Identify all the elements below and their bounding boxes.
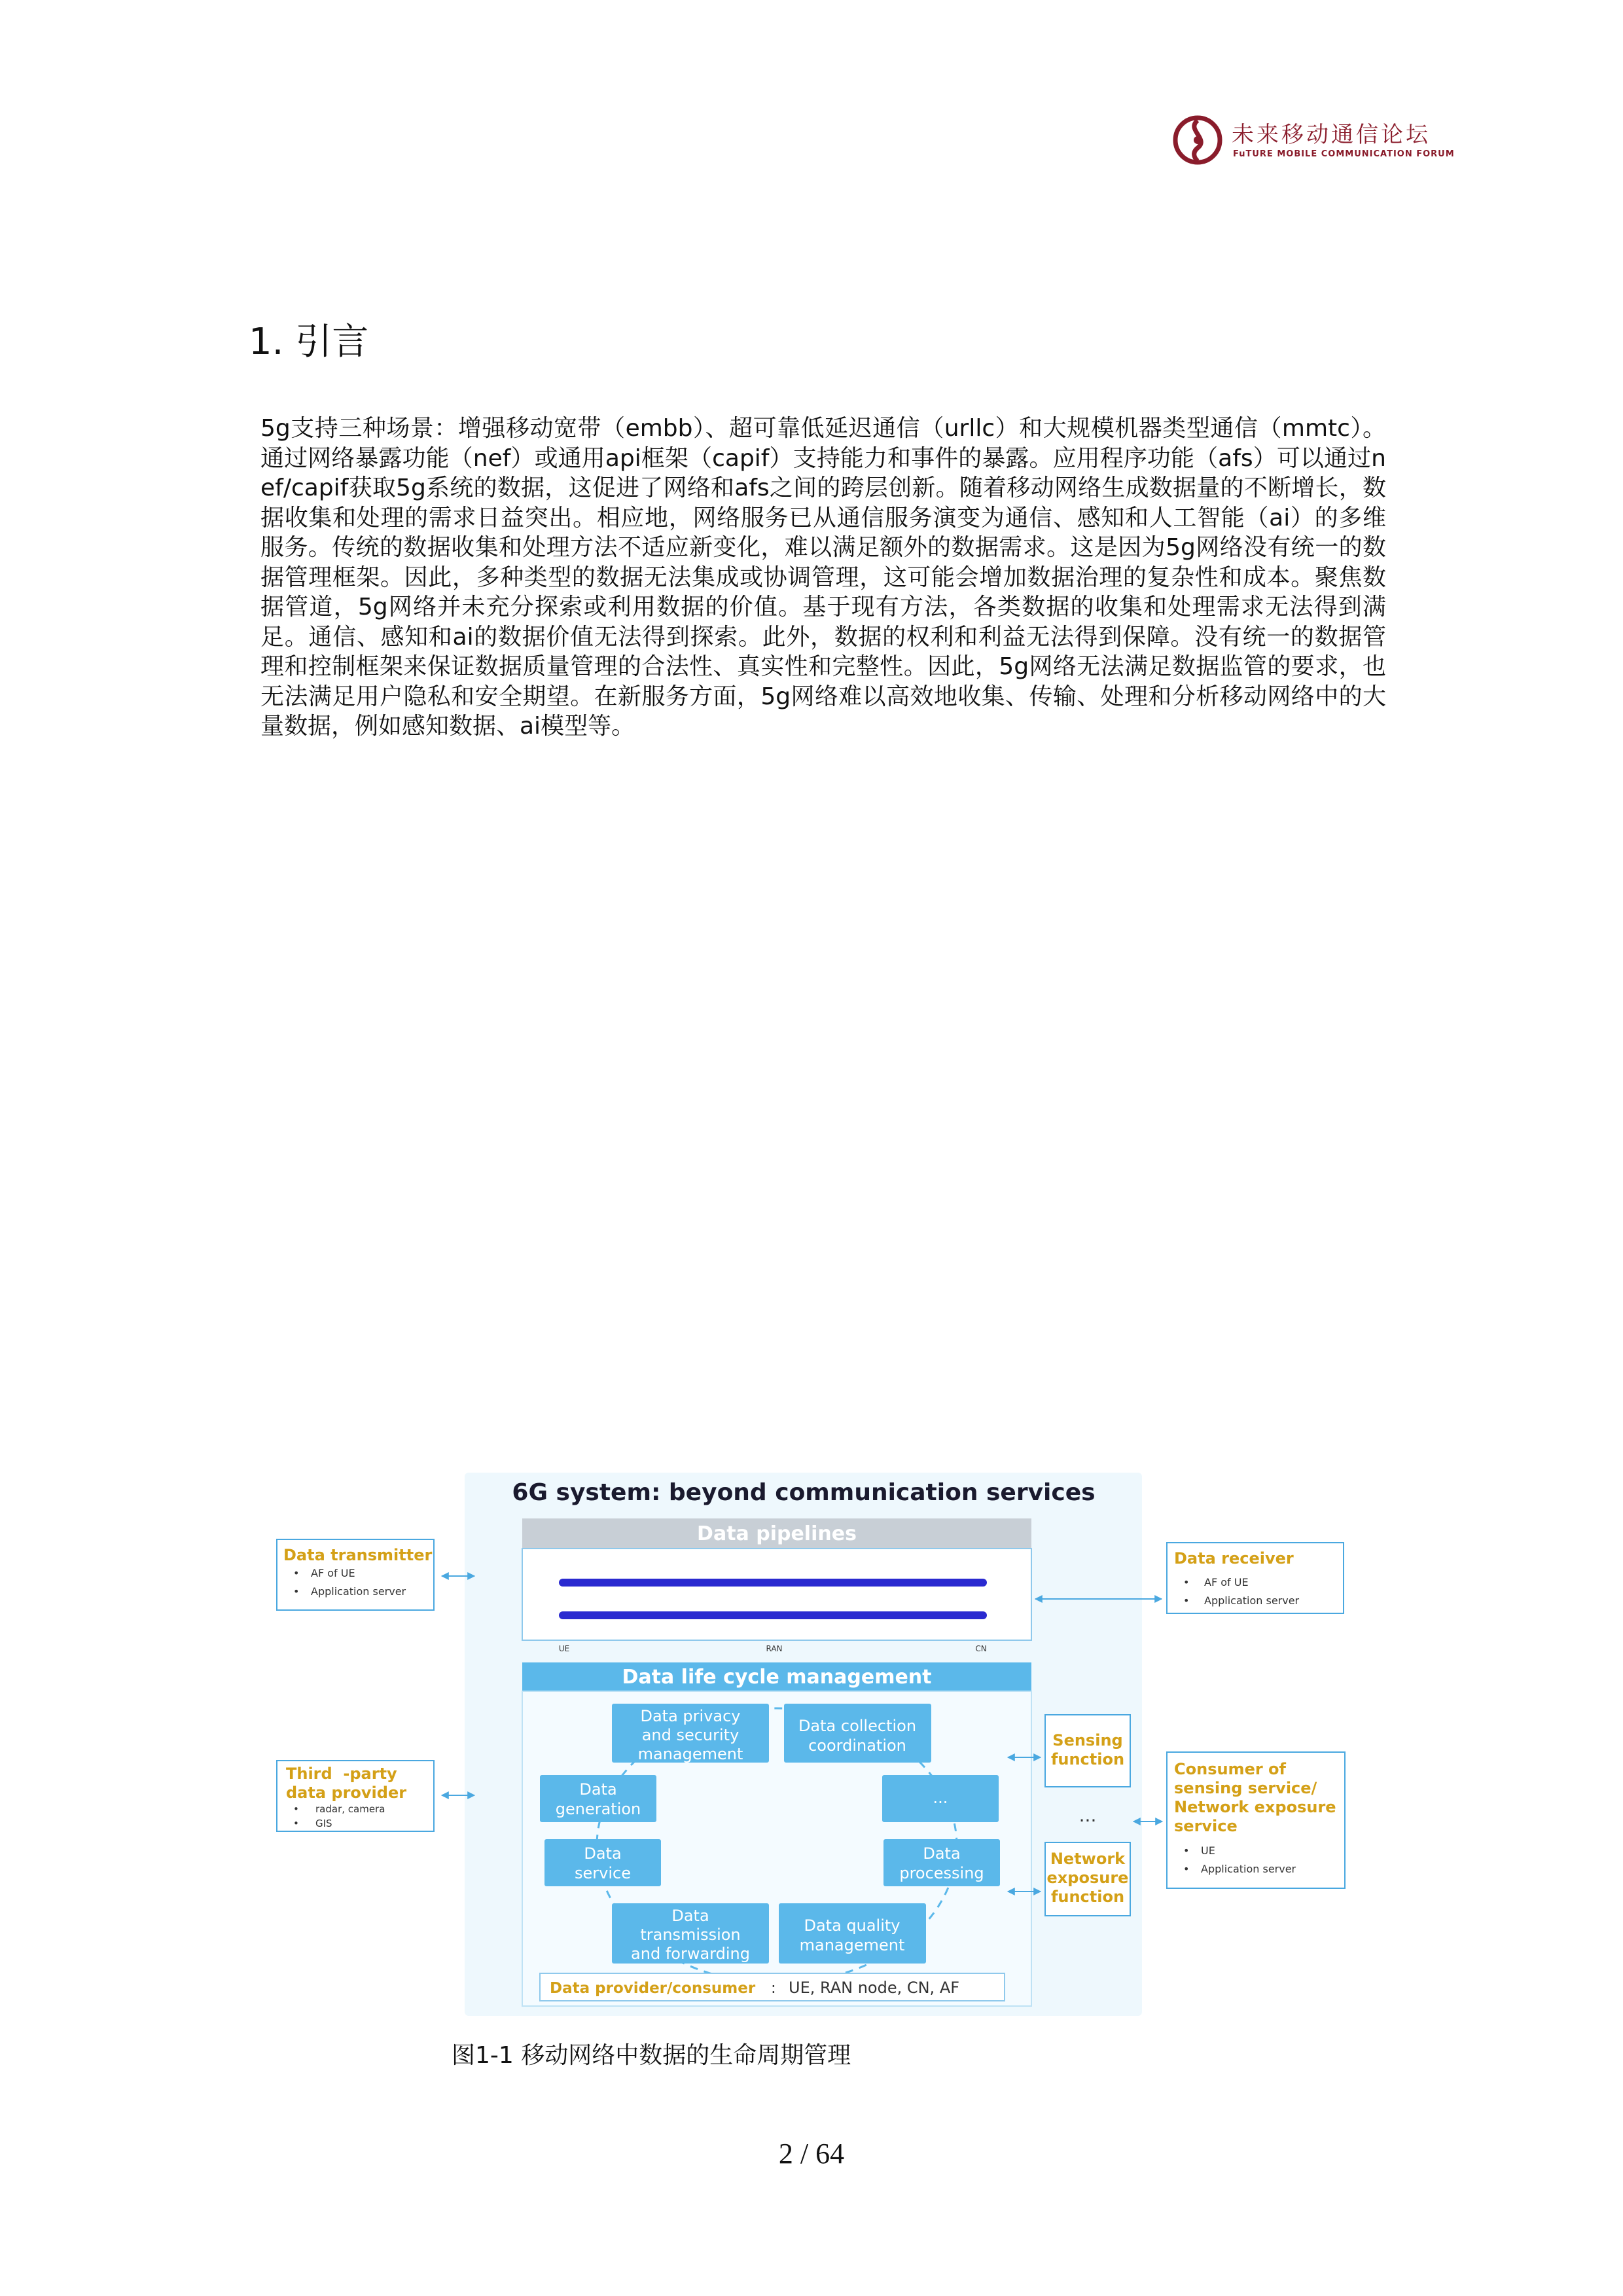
block-privacy-line3: management: [637, 1745, 743, 1763]
block-service: [544, 1839, 661, 1886]
forum-logo: [1171, 111, 1455, 170]
lifecycle-figure: [275, 1469, 1348, 2026]
block-transmission-line2: transmission: [640, 1926, 741, 1944]
provider-separator: :: [771, 1980, 776, 1997]
section-heading: 1. 引言: [249, 321, 369, 363]
third-party-title-1: Third -party: [286, 1765, 397, 1783]
third-party-item-2: •: [293, 1818, 299, 1829]
receiver-item-1-label: AF of UE: [1204, 1576, 1249, 1588]
provider-label: Data provider/consumer: [550, 1980, 756, 1997]
pipelines-label: Data pipelines: [697, 1522, 857, 1545]
intro-paragraph: 5g支持三种场景：增强移动宽带（embb）、超可靠低延迟通信（urllc）和大规模机器类型通信（mmtc）。通过网络暴露功能（nef）或通用api框架（capif）支持能力和事件的暴露。应用程序功能（afs）可以通过nef/capif获取5g系统的数据，这促进了网络和afs之间的跨层创新。随着移动网络生成数据量的不断增长，数据收集和处理的需求日益突出。相应地，网络服务已从通信服务演变为通信、感知和人工智能（ai）的多维服务。传统的数据收集和处理方法不适应新变化，难以满足额外的数据需求。这是因为5g网络没有统一的数据管理框架。因此，多种类型的数据无法集成或协调管理，这可能会增加数据治理的复杂性和成本。聚焦数据管道，5g网络并未充分探索或利用数据的价值。基于现有方法，各类数据的收集和处理需求无法得到满足。通信、感知和ai的数据价值无法得到探索。此外，数据的权利和利益无法得到保障。没有统一的数据管理和控制框架来保证数据质量管理的合法性、真实性和完整性。因此，5g网络无法满足数据监管的要求，也无法满足用户隐私和安全期望。在新服务方面，5g网络难以高效地收集、传输、处理和分析移动网络中的大量数据，例如感知数据、ai模型等。: [260, 415, 1386, 740]
lifecycle-label: Data life cycle management: [622, 1666, 932, 1689]
block-privacy-line1: Data privacy: [640, 1707, 741, 1725]
block-collection-line1: Data collection: [798, 1717, 917, 1735]
network-exposure-line2: exposure: [1046, 1869, 1129, 1887]
receiver-item-2-label: Application server: [1204, 1594, 1300, 1607]
block-quality-line1: Data quality: [804, 1916, 901, 1935]
transmitter-item-2: •: [293, 1585, 300, 1598]
block-quality: [779, 1903, 926, 1964]
block-service-line1: Data: [584, 1844, 622, 1863]
block-ellipsis: [882, 1775, 999, 1822]
block-transmission-line3: and forwarding: [631, 1945, 750, 1963]
figure-title: 6G system: beyond communication services: [512, 1479, 1096, 1506]
third-party-title-2: data provider: [286, 1784, 407, 1802]
functions-ellipsis: ...: [1079, 1804, 1097, 1826]
pipeline-node-ran: RAN: [766, 1644, 783, 1653]
forum-logo-icon: [1171, 114, 1224, 166]
block-ellipsis-text: ...: [933, 1789, 948, 1807]
consumer-item-1-label: UE: [1201, 1844, 1215, 1857]
network-exposure-line3: function: [1050, 1888, 1125, 1906]
pipeline-node-cn: CN: [975, 1644, 987, 1653]
logo-chinese-name: 未来移动通信论坛: [1232, 122, 1431, 148]
transmitter-item-1: •: [293, 1567, 300, 1579]
block-transmission: [612, 1903, 769, 1964]
block-collection: [784, 1704, 931, 1763]
pipelines-panel: [522, 1549, 1031, 1640]
sensing-function-line1: Sensing: [1052, 1731, 1123, 1749]
pipeline-node-ue: UE: [558, 1644, 570, 1653]
receiver-title: Data receiver: [1174, 1549, 1294, 1568]
transmitter-item-2-label: Application server: [311, 1585, 406, 1598]
logo-english-name: FuTURE MOBILE COMMUNICATION FORUM: [1233, 149, 1455, 159]
transmitter-title: Data transmitter: [283, 1546, 433, 1564]
consumer-item-2: •: [1183, 1863, 1190, 1875]
third-party-item-1-label: radar, camera: [315, 1803, 385, 1815]
page-number: 2 / 64: [778, 2138, 845, 2170]
block-transmission-line1: Data: [671, 1907, 709, 1925]
consumer-title-2: sensing service/: [1174, 1779, 1317, 1797]
third-party-item-2-label: GIS: [315, 1818, 332, 1829]
consumer-title-3: Network exposure: [1174, 1798, 1336, 1816]
consumer-item-2-label: Application server: [1201, 1863, 1296, 1875]
receiver-item-2: •: [1183, 1594, 1190, 1607]
block-privacy: [612, 1704, 769, 1763]
block-privacy-line2: and security: [641, 1726, 740, 1744]
block-processing: [883, 1839, 1000, 1886]
lifecycle-diagram: [275, 1469, 1348, 2026]
block-processing-line1: Data: [923, 1844, 961, 1863]
provider-value: UE, RAN node, CN, AF: [789, 1979, 960, 1997]
transmitter-item-1-label: AF of UE: [311, 1567, 355, 1579]
consumer-item-1: •: [1183, 1844, 1190, 1857]
consumer-title-1: Consumer of: [1174, 1760, 1286, 1778]
block-quality-line2: management: [799, 1936, 905, 1954]
network-exposure-line1: Network: [1050, 1850, 1126, 1868]
block-processing-line2: processing: [899, 1864, 984, 1882]
figure-caption: 图1-1 移动网络中数据的生命周期管理: [452, 2042, 851, 2069]
third-party-item-1: •: [293, 1803, 299, 1815]
receiver-item-1: •: [1183, 1576, 1190, 1588]
consumer-title-4: service: [1174, 1817, 1238, 1835]
block-collection-line2: coordination: [808, 1736, 906, 1755]
block-generation: [540, 1775, 656, 1822]
sensing-function-line2: function: [1050, 1750, 1125, 1768]
block-generation-line1: Data: [579, 1780, 617, 1799]
block-service-line2: service: [575, 1864, 631, 1882]
block-generation-line2: generation: [555, 1800, 641, 1818]
